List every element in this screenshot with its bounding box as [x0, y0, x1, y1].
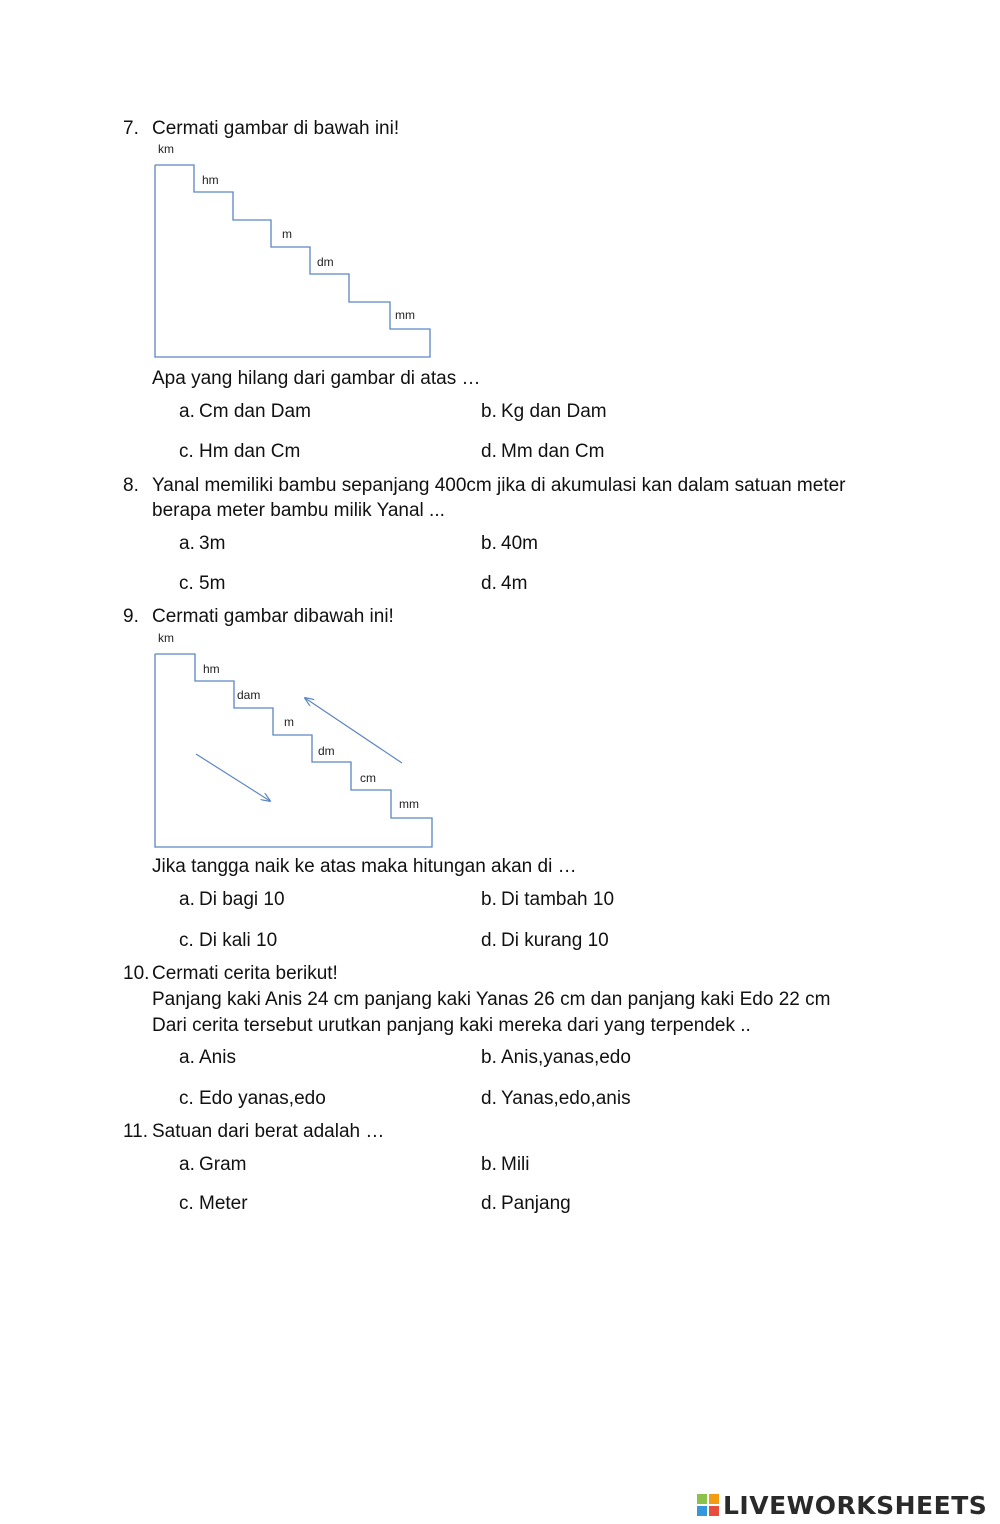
q11-text: Satuan dari berat adalah …: [152, 1121, 385, 1142]
option-text: Gram: [199, 1154, 247, 1175]
option-text: 5m: [199, 573, 226, 594]
option-text: Di kurang 10: [501, 930, 609, 951]
option-text: Panjang: [501, 1193, 571, 1214]
option-text: 40m: [501, 533, 538, 554]
option-letter: c.: [179, 573, 194, 594]
q8-option-a[interactable]: [179, 533, 225, 555]
q9-prompt: Jika tangga naik ke atas maka hitungan akan di …: [152, 856, 577, 877]
q11-option-d[interactable]: [481, 1193, 571, 1215]
option-text: Hm dan Cm: [199, 441, 301, 462]
option-text: Edo yanas,edo: [199, 1088, 326, 1109]
q11-number: 11.: [123, 1121, 149, 1142]
option-text: Di kali 10: [199, 930, 278, 951]
option-letter: a.: [179, 889, 195, 910]
option-letter: a.: [179, 1047, 195, 1068]
q7-label-km: km: [158, 142, 174, 156]
q10-option-c[interactable]: [179, 1088, 326, 1110]
q9-label-km: km: [158, 631, 174, 645]
option-letter: c.: [179, 930, 194, 951]
q9-label-mm: mm: [399, 797, 419, 811]
option-text: Mm dan Cm: [501, 441, 605, 462]
q9-label-m: m: [284, 715, 294, 729]
q10-option-a[interactable]: [179, 1047, 236, 1069]
q9-label-dam: dam: [237, 688, 261, 702]
option-text: Di bagi 10: [199, 889, 285, 910]
q10-text-line-2: Panjang kaki Anis 24 cm panjang kaki Yanas 26 cm dan panjang kaki Edo 22 cm: [152, 989, 831, 1010]
option-letter: c.: [179, 1193, 194, 1214]
q9-text: Cermati gambar dibawah ini!: [152, 606, 394, 627]
liveworksheets-logo-icon: [697, 1494, 719, 1516]
q11-option-a[interactable]: [179, 1154, 247, 1176]
option-text: Anis: [199, 1047, 236, 1068]
q7-number: 7.: [123, 118, 139, 139]
option-letter: d.: [481, 1088, 497, 1109]
q9-option-a[interactable]: [179, 889, 285, 911]
q7-label-dm: dm: [317, 255, 334, 269]
option-letter: b.: [481, 1047, 497, 1068]
option-letter: b.: [481, 401, 497, 422]
q8-option-b[interactable]: [481, 533, 538, 555]
option-letter: d.: [481, 441, 497, 462]
q7-option-c[interactable]: [179, 441, 300, 463]
q7-option-b[interactable]: [481, 401, 607, 423]
option-letter: d.: [481, 930, 497, 951]
option-text: Meter: [199, 1193, 248, 1214]
option-letter: a.: [179, 1154, 195, 1175]
q7-option-a[interactable]: [179, 401, 311, 423]
q10-option-b[interactable]: [481, 1047, 631, 1069]
option-letter: b.: [481, 533, 497, 554]
q9-option-c[interactable]: [179, 930, 277, 952]
q7-staircase-diagram: [150, 140, 440, 362]
q11-option-b[interactable]: [481, 1154, 530, 1176]
q9-staircase-diagram: [150, 628, 445, 852]
q9-number: 9.: [123, 606, 139, 627]
q10-text-line-1: Cermati cerita berikut!: [152, 963, 338, 984]
q10-option-d[interactable]: [481, 1088, 631, 1110]
option-letter: b.: [481, 1154, 497, 1175]
q8-text-line-2: berapa meter bambu milik Yanal ...: [152, 500, 445, 521]
option-letter: a.: [179, 533, 195, 554]
q9-label-dm: dm: [318, 744, 335, 758]
q9-label-cm: cm: [360, 771, 376, 785]
q9-option-d[interactable]: [481, 930, 609, 952]
option-text: Anis,yanas,edo: [501, 1047, 631, 1068]
q10-number: 10.: [123, 963, 150, 984]
option-letter: d.: [481, 573, 497, 594]
option-text: Yanas,edo,anis: [501, 1088, 631, 1109]
q8-option-c[interactable]: [179, 573, 225, 595]
q9-label-hm: hm: [203, 662, 220, 676]
option-text: Mili: [501, 1154, 530, 1175]
liveworksheets-logo[interactable]: [697, 1490, 987, 1520]
q9-arrow-down-icon: [196, 754, 270, 801]
q9-option-b[interactable]: [481, 889, 614, 911]
option-letter: b.: [481, 889, 497, 910]
q7-label-mm: mm: [395, 308, 415, 322]
q7-label-hm: hm: [202, 173, 219, 187]
option-letter: c.: [179, 1088, 194, 1109]
option-text: Di tambah 10: [501, 889, 615, 910]
q7-prompt: Apa yang hilang dari gambar di atas …: [152, 368, 481, 389]
q7-option-d[interactable]: [481, 441, 604, 463]
option-letter: d.: [481, 1193, 497, 1214]
option-letter: a.: [179, 401, 195, 422]
option-text: 4m: [501, 573, 528, 594]
q8-text-line-1: Yanal memiliki bambu sepanjang 400cm jika di akumulasi kan dalam satuan meter: [152, 475, 846, 496]
option-letter: c.: [179, 441, 194, 462]
option-text: 3m: [199, 533, 226, 554]
q8-option-d[interactable]: [481, 573, 527, 595]
logo-text: LIVEWORKSHEETS: [723, 1490, 988, 1520]
q11-option-c[interactable]: [179, 1193, 248, 1215]
q8-number: 8.: [123, 475, 139, 496]
option-text: Kg dan Dam: [501, 401, 607, 422]
q10-text-line-3: Dari cerita tersebut urutkan panjang kaki mereka dari yang terpendek ..: [152, 1015, 751, 1036]
q7-text: Cermati gambar di bawah ini!: [152, 118, 400, 139]
q7-label-m: m: [282, 227, 292, 241]
option-text: Cm dan Dam: [199, 401, 311, 422]
